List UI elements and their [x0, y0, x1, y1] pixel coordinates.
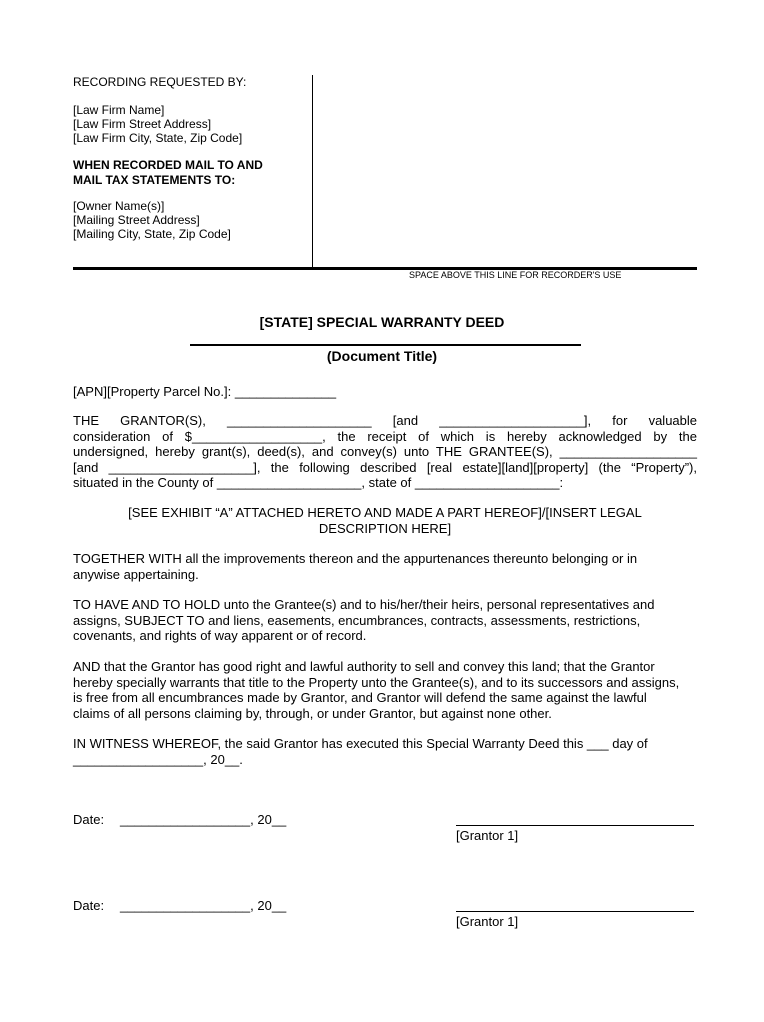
- grantor-paragraph: [73, 413, 697, 491]
- date-label-2: Date:: [73, 898, 105, 913]
- grantor-line-4: [and ____________________], the following described [real estate][land][property] (the “Property”),: [73, 459, 697, 475]
- to-have-line-2: assigns, SUBJECT TO and liens, easements, encumbrances, contracts, assessments, restrictions,: [73, 612, 641, 628]
- witness-line-1: IN WITNESS WHEREOF, the said Grantor has executed this Special Warranty Deed this ___ day of: [73, 736, 648, 751]
- together-line-1: TOGETHER WITH all the improvements thereon and the appurtenances thereunto belonging or in: [73, 551, 638, 566]
- grantor-line-1: THE GRANTOR(S), ____________________ [and ____________________], for valuable: [73, 413, 697, 428]
- witness-line-2: __________________, 20__.: [73, 751, 243, 767]
- grantor-line-5: situated in the County of ____________________, state of ____________________:: [73, 475, 564, 490]
- date-blank-1[interactable]: __________________, 20__: [120, 812, 287, 827]
- to-have-line-3: covenants, and rights of way apparent or of record.: [73, 628, 367, 643]
- to-have-paragraph: [73, 597, 697, 644]
- mailing-street: [Mailing Street Address]: [73, 213, 200, 227]
- together-paragraph: [73, 551, 697, 582]
- and-that-paragraph: [73, 659, 697, 721]
- together-line-2: anywise appertaining.: [73, 566, 199, 582]
- date-label-1: Date:: [73, 812, 105, 827]
- law-firm-street: [Law Firm Street Address]: [73, 117, 212, 131]
- signature-line-1[interactable]: [456, 825, 694, 826]
- exhibit-paragraph: [73, 505, 697, 536]
- law-firm-name: [Law Firm Name]: [73, 103, 165, 117]
- owner-name: [Owner Name(s)]: [73, 199, 165, 213]
- and-that-line-2: hereby specially warrants that title to the Property unto the Grantee(s), and to its successors and assigns,: [73, 674, 680, 690]
- and-that-line-3: is free from all encumbrances made by Grantor, and Grantor will defend the same against the lawful: [73, 690, 647, 705]
- page-title: [STATE] SPECIAL WARRANTY DEED: [259, 314, 505, 330]
- apn-line: [APN][Property Parcel No.]: ______________: [73, 384, 337, 399]
- recorder-note: SPACE ABOVE THIS LINE FOR RECORDER'S USE: [409, 270, 622, 280]
- and-that-line-1: AND that the Grantor has good right and lawful authority to sell and convey this land; that the Grantor: [73, 659, 655, 674]
- mail-to-label-line1: WHEN RECORDED MAIL TO AND: [73, 158, 263, 172]
- grantor-line-2: consideration of $__________________, the receipt of which is hereby acknowledged by the: [73, 428, 697, 444]
- law-firm-city: [Law Firm City, State, Zip Code]: [73, 131, 243, 145]
- mailing-city: [Mailing City, State, Zip Code]: [73, 227, 231, 241]
- witness-paragraph: [73, 736, 697, 767]
- grantor-signer-1: [Grantor 1]: [456, 828, 519, 843]
- date-blank-2[interactable]: __________________, 20__: [120, 898, 287, 913]
- recording-requested-label: RECORDING REQUESTED BY:: [73, 75, 247, 89]
- signature-line-2[interactable]: [456, 911, 694, 912]
- grantor-signer-2: [Grantor 1]: [456, 914, 519, 929]
- grantor-line-3: undersigned, hereby grant(s), deed(s), and convey(s) unto THE GRANTEE(S), ___________________: [73, 444, 697, 459]
- and-that-line-4: claims of all persons claiming by, through, or under Grantor, but against none other.: [73, 705, 552, 721]
- exhibit-line-2: DESCRIPTION HERE]: [318, 520, 452, 536]
- exhibit-line-1: [SEE EXHIBIT “A” ATTACHED HERETO AND MADE A PART HEREOF]/[INSERT LEGAL: [128, 505, 642, 520]
- title-rule: [190, 344, 581, 346]
- mail-to-label-line2: MAIL TAX STATEMENTS TO:: [73, 173, 236, 187]
- document-title-label: (Document Title): [326, 348, 438, 364]
- header-vertical-divider: [312, 75, 313, 269]
- to-have-line-1: TO HAVE AND TO HOLD unto the Grantee(s) and to his/her/their heirs, personal representatives and: [73, 597, 655, 612]
